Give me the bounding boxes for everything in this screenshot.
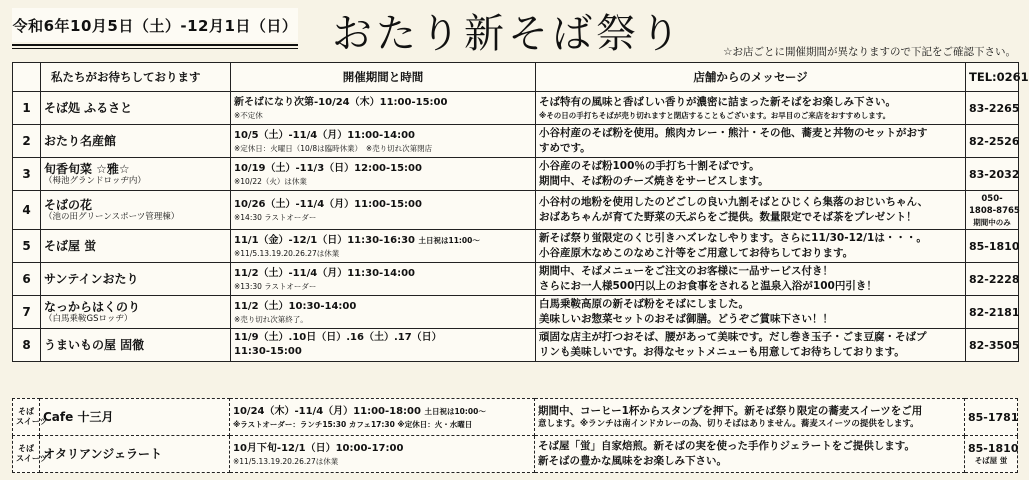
period-main: 10/19（土）-11/3（日）12:00-15:00 xyxy=(234,162,422,174)
table-row xyxy=(13,296,1019,329)
header-tel: TEL:0261 xyxy=(966,63,1019,92)
message-line-2: さらにお一人様500円以上のお食事をされると温泉入浴が100円引き！ xyxy=(539,280,877,292)
message-line-2: 意します。※ランチは南インドカレーの為、切りそばはありません。蕎麦スイーツの提供をします。 xyxy=(538,419,919,429)
period-cell xyxy=(231,125,536,158)
message-cell xyxy=(536,329,966,362)
table-row xyxy=(13,158,1019,191)
shop-name: オタリアンジェラート xyxy=(43,447,162,461)
shop-name: サンテインおたり xyxy=(44,272,139,286)
table-row xyxy=(13,125,1019,158)
header-message: 店舗からのメッセージ xyxy=(536,63,966,92)
message-cell xyxy=(536,125,966,158)
category-label-2: スイーツ xyxy=(16,417,48,426)
message-cell xyxy=(536,158,966,191)
table-row xyxy=(13,230,1019,263)
message-line-2: リンも美味しいです。お得なセットメニューも用意してお待ちしております。 xyxy=(539,346,905,358)
period-cell xyxy=(231,92,536,125)
message-cell xyxy=(536,296,966,329)
period-main: 11/2（土）-11/4（月）11:30-14:00 xyxy=(234,267,416,279)
message-line-1: 小谷村の地粉を使用したのどごしの良い九割そばとひじくら集落のおじいちゃん、 xyxy=(539,196,929,208)
message-cell xyxy=(536,263,966,296)
shop-name-cell xyxy=(40,398,230,436)
category-cell xyxy=(12,436,48,473)
shop-name: そば処 ふるさと xyxy=(44,101,133,115)
row-number: 5 xyxy=(13,230,41,263)
period-underline xyxy=(12,44,298,46)
period-main: 11/2（土）10:30-14:00 xyxy=(234,300,357,312)
period-cell xyxy=(231,158,536,191)
message-note: ※その日の手打ちそばが売り切れますと閉店することもございます。お早目のご来店をおすすめします。 xyxy=(539,111,891,120)
message-cell xyxy=(536,230,966,263)
period-main: 新そばになり次第-10/24（木）11:00-15:00 xyxy=(234,96,448,108)
shop-table xyxy=(12,62,1029,362)
message-line-1: 期間中、コーヒー1杯からスタンプを押下。新そば祭り限定の蕎麦スイーツをご用 xyxy=(538,405,923,417)
tel-cell: 82-2526 xyxy=(966,125,1019,158)
shop-name: そばの花 xyxy=(44,197,93,212)
tel-cell: 82-2181 xyxy=(966,296,1019,329)
tel-cell xyxy=(966,191,1019,230)
period-cell xyxy=(230,436,535,473)
row-number: 1 xyxy=(13,92,41,125)
shop-name: なっからはくのり xyxy=(44,299,141,314)
event-period: 令和6年10月5日（土）-12月1日（日） xyxy=(12,8,298,42)
period-time: 11/1（金）-12/1（日）11:30-16:30 xyxy=(234,234,416,246)
shop-name-cell xyxy=(41,230,231,263)
tel-cell: 85-1781 xyxy=(965,398,1018,436)
message-line-2: 期間中、そば粉のチーズ焼きをサービスします。 xyxy=(539,175,769,187)
category-label-1: そば xyxy=(18,444,34,453)
period-note: ※定休日：火曜日（10/8は臨時休業） ※売り切れ次第閉店 xyxy=(234,143,433,153)
period-note: ※不定休 xyxy=(234,110,263,120)
period-note: ※10/22（火）は休業 xyxy=(234,176,307,186)
shop-name-cell xyxy=(41,329,231,362)
period-extra: 土日祝は10:00～ xyxy=(424,406,486,416)
message-line-1: 白馬乗鞍高原の新そば粉をそばにしました。 xyxy=(539,298,749,310)
shop-name-cell xyxy=(41,263,231,296)
period-note: ※11/5.13.19.20.26.27は休業 xyxy=(234,248,340,258)
message-line-1: 小谷村産のそば粉を使用。熊肉カレー・熊汁・その他、蕎麦と丼物のセットがおす xyxy=(539,127,928,139)
period-main: 10月下旬-12/1（日）10:00-17:00 xyxy=(233,442,404,454)
period-time: 10/24（木）-11/4（月）11:00-18:00 xyxy=(233,405,421,417)
header-shop: 私たちがお待ちしております xyxy=(41,63,231,92)
row-number: 8 xyxy=(13,329,41,362)
sweets-row xyxy=(12,398,1018,436)
tel-cell: 83-2265 xyxy=(966,92,1019,125)
row-number: 4 xyxy=(13,191,41,230)
message-cell xyxy=(536,191,966,230)
tel-cell xyxy=(965,436,1018,473)
category-label-2: スイーツ xyxy=(16,454,48,463)
message-line-2: 新そばの豊かな風味をお楽しみ下さい。 xyxy=(538,455,727,467)
shop-name-cell xyxy=(41,191,231,230)
period-main xyxy=(234,234,532,248)
period-note: ※売り切れ次第終了。 xyxy=(234,314,308,324)
shop-name: Cafe 十三月 xyxy=(43,410,114,424)
period-main xyxy=(233,405,531,419)
table-header-row xyxy=(13,63,1019,92)
tel-line-1: 050- xyxy=(981,193,1003,204)
shop-location: （池の田グリーンスポーツ管理棟） xyxy=(44,211,180,222)
table-row xyxy=(13,191,1019,230)
table-row xyxy=(13,92,1019,125)
message-line-2: すめです。 xyxy=(539,142,591,154)
message-line-2: 小谷産原木なめこのなめこ汁等をご用意してお待ちしております。 xyxy=(539,247,854,259)
tel-line-2: 1808-8765 xyxy=(969,205,1020,216)
period-extra: 土日祝は11:00～ xyxy=(418,235,480,245)
row-number: 6 xyxy=(13,263,41,296)
period-note: ※14:30 ラストオーダー xyxy=(234,212,317,222)
message-line-1: そば屋「蛍」自家焙煎。新そばの実を使った手作りジェラートをご提供します。 xyxy=(538,440,915,452)
sweets-table xyxy=(12,398,1018,473)
shop-name-cell xyxy=(41,158,231,191)
period-cell xyxy=(230,398,535,436)
message-line-1: 頑固な店主が打つおそば、腰があって美味です。だし巻き玉子・ごま豆腐・そばプ xyxy=(539,331,927,343)
period-note: ※ラストオーダー：ランチ15:30 カフェ17:30 ※定休日：火・水曜日 xyxy=(233,419,473,429)
message-line-2: 美味しいお惣菜セットのおそば御膳。どうぞご賞味下さい！！ xyxy=(539,313,833,325)
row-number: 7 xyxy=(13,296,41,329)
period-cell xyxy=(231,296,536,329)
tel-note: 期間中のみ xyxy=(973,217,1011,227)
period-cell xyxy=(231,230,536,263)
tel-cell: 85-1810 xyxy=(966,230,1019,263)
period-cell xyxy=(231,329,536,362)
row-number: 3 xyxy=(13,158,41,191)
period-time: 11:30-15:00 xyxy=(234,346,302,357)
category-label-1: そば xyxy=(18,407,34,416)
table-row xyxy=(13,329,1019,362)
period-cell xyxy=(231,263,536,296)
shop-name: おたり名産館 xyxy=(44,134,117,148)
message-line-1: そば特有の風味と香ばしい香りが濃密に詰まった新そばをお楽しみ下さい。 xyxy=(539,96,896,108)
message-line-1: 期間中、そばメニューをご注文のお客様に一品サービス付き！ xyxy=(539,265,833,277)
sweets-row xyxy=(12,436,1018,473)
period-main: 10/26（土）-11/4（月）11:00-15:00 xyxy=(234,198,422,210)
period-main: 10/5（土）-11/4（月）11:00-14:00 xyxy=(234,129,416,141)
shop-name-cell xyxy=(41,296,231,329)
period-main: 11/9（土）.10日（日）.16（土）.17（日） xyxy=(234,332,442,343)
message-cell xyxy=(535,398,965,436)
tel-cell: 83-2032 xyxy=(966,158,1019,191)
message-line-2: おばあちゃんが育てた野菜の天ぷらをご提供。数量限定でそば茶をプレゼント！ xyxy=(539,211,917,223)
header-period: 開催期間と時間 xyxy=(231,63,536,92)
period-underline-thin xyxy=(12,48,298,49)
row-number: 2 xyxy=(13,125,41,158)
shop-name-cell xyxy=(40,436,230,473)
message-cell xyxy=(536,92,966,125)
period-note: ※11/5.13.19.20.26.27は休業 xyxy=(233,456,339,466)
period-cell xyxy=(231,191,536,230)
message-line-1: 新そば祭り蛍限定のくじ引きハズレなしやります。さらに11/30-12/1は・・・。 xyxy=(539,232,927,244)
shop-name-cell xyxy=(41,125,231,158)
notice-text: ☆お店ごとに開催期間が異なりますので下記をご確認下さい。 xyxy=(723,46,1016,58)
shop-name-cell xyxy=(41,92,231,125)
message-line-1: 小谷産のそば粉100％の手打ち十割そばです。 xyxy=(539,160,760,172)
table-row xyxy=(13,263,1019,296)
category-cell xyxy=(12,398,48,436)
tel-cell: 82-3505 xyxy=(966,329,1019,362)
shop-name: 旬香旬菜 ☆雅☆ xyxy=(44,161,130,176)
shop-name: そば屋 蛍 xyxy=(44,239,97,253)
tel-number: 85-1810 xyxy=(968,442,1019,455)
tel-note: そば屋 蛍 xyxy=(974,456,1008,465)
header-num xyxy=(13,63,41,92)
shop-location: （栂池グランドロッヂ内） xyxy=(44,175,146,186)
period-note: ※13:30 ラストオーダー xyxy=(234,281,317,291)
tel-cell: 82-2228 xyxy=(966,263,1019,296)
page-title: おたり新そば祭り xyxy=(332,11,684,57)
shop-name: うまいもの屋 固徹 xyxy=(44,338,145,352)
shop-location: （白馬乗鞍GSロッヂ） xyxy=(44,313,133,324)
message-cell xyxy=(535,436,965,473)
